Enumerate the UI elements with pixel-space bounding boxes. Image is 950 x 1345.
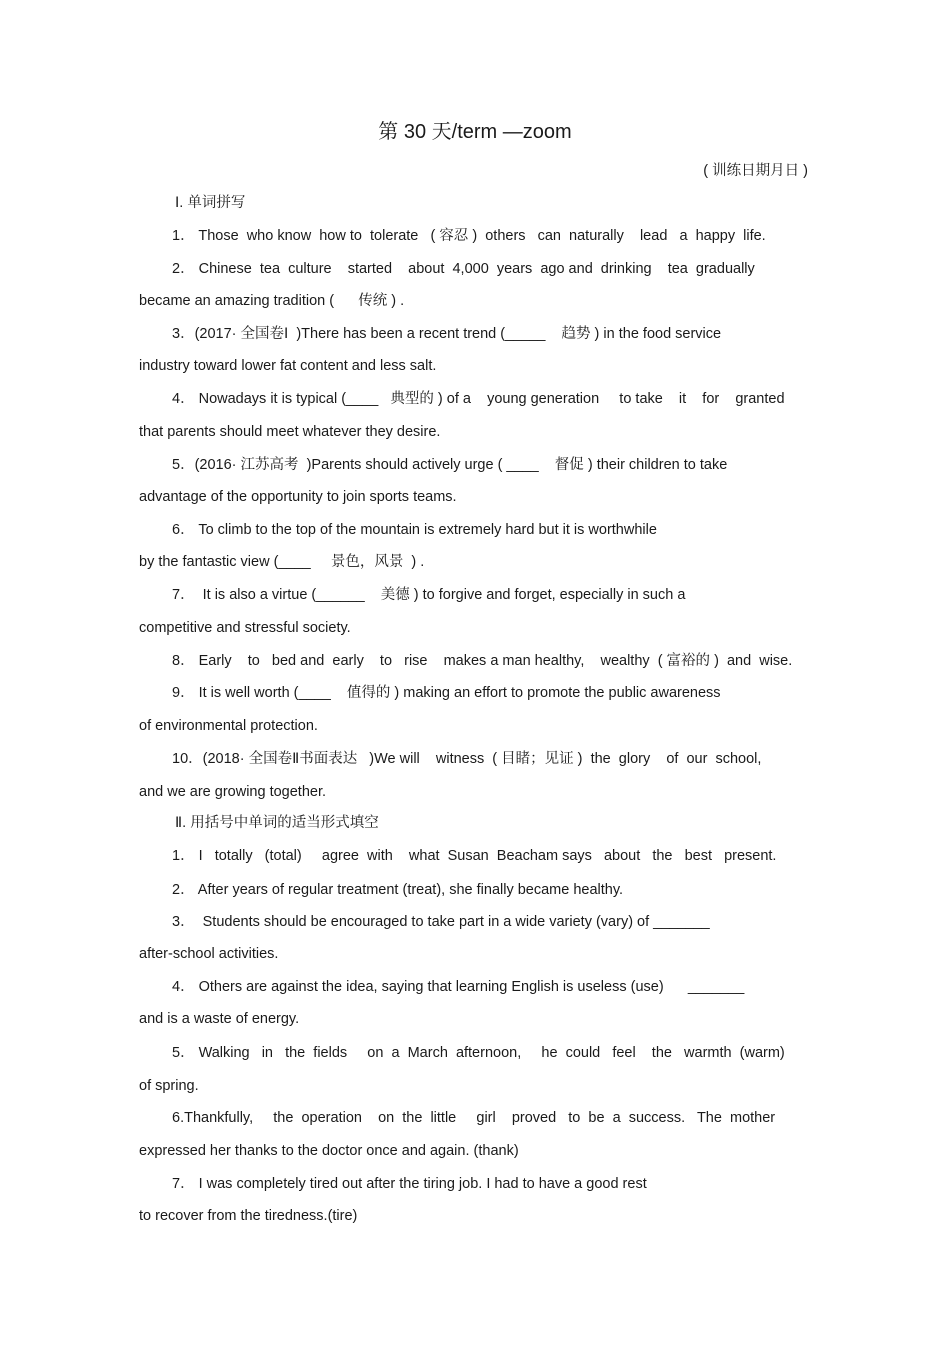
s2-item-1: 1． I totally (total) agree with what Susan Beacham says about the best present. — [172, 848, 777, 864]
page-title: 第 30 天/term —zoom — [378, 121, 572, 143]
section-1-heading: Ⅰ. 单词拼写 — [175, 195, 246, 211]
s1-item-10: 10．(2018· 全国卷Ⅱ书面表达 )We will witness ( 目睹；见证 ) the glory of our school, — [172, 751, 762, 767]
s2-item-5: 5． Walking in the fields on a March afternoon, he could feel the warmth (warm) — [172, 1045, 785, 1061]
s2-item-6: 6.Thankfully, the operation on the little girl proved to be a success. The mother — [172, 1110, 776, 1126]
s2-item-4: 4． Others are against the idea, saying that learning English is useless (use) _______ — [172, 979, 745, 995]
training-date-note: ( 训练日期月日 ) — [703, 163, 808, 179]
s1-item-2-cont: became an amazing tradition ( 传统 ) . — [139, 293, 405, 309]
s2-item-4-cont: and is a waste of energy. — [139, 1011, 300, 1027]
s1-item-5-cont: advantage of the opportunity to join sports teams. — [139, 489, 457, 505]
s1-item-3: 3．(2017· 全国卷Ⅰ )There has been a recent trend (_____ 趋势 ) in the food service — [172, 326, 722, 342]
s1-item-3-cont: industry toward lower fat content and less salt. — [139, 358, 437, 374]
s1-item-7-cont: competitive and stressful society. — [139, 620, 351, 636]
s2-item-3-cont: after-school activities. — [139, 946, 279, 962]
s2-item-7: 7． I was completely tired out after the tiring job. I had to have a good rest — [172, 1176, 647, 1192]
s1-item-9-cont: of environmental protection. — [139, 718, 318, 734]
s1-item-4-cont: that parents should meet whatever they desire. — [139, 424, 441, 440]
s2-item-5-cont: of spring. — [139, 1078, 199, 1094]
s1-item-10-cont: and we are growing together. — [139, 784, 327, 800]
s2-item-6-cont: expressed her thanks to the doctor once and again. (thank) — [139, 1143, 519, 1159]
s1-item-8: 8． Early to bed and early to rise makes a man healthy, wealthy ( 富裕的 ) and wise. — [172, 653, 793, 669]
s1-item-4: 4． Nowadays it is typical (____ 典型的 ) of a young generation to take it for granted — [172, 391, 785, 407]
s1-item-2: 2． Chinese tea culture started about 4,000 years ago and drinking tea gradually — [172, 261, 755, 277]
s1-item-1: 1． Those who know how to tolerate ( 容忍 ) others can naturally lead a happy life. — [172, 228, 766, 244]
s1-item-5: 5．(2016· 江苏高考 )Parents should actively urge ( ____ 督促 ) their children to take — [172, 457, 728, 473]
s1-item-6: 6． To climb to the top of the mountain is extremely hard but it is worthwhile — [172, 522, 657, 538]
s1-item-9: 9． It is well worth (____ 值得的 ) making an effort to promote the public awareness — [172, 685, 721, 701]
s2-item-7-cont: to recover from the tiredness.(tire) — [139, 1208, 358, 1224]
section-2-heading: Ⅱ. 用括号中单词的适当形式填空 — [175, 815, 379, 831]
s1-item-6-cont: by the fantastic view (____ 景色，风景 ) . — [139, 554, 425, 570]
s2-item-2: 2． After years of regular treatment (treat), she finally became healthy. — [172, 882, 624, 898]
s1-item-7: 7． It is also a virtue (______ 美德 ) to forgive and forget, especially in such a — [172, 587, 686, 603]
s2-item-3: 3． Students should be encouraged to take part in a wide variety (vary) of _______ — [172, 914, 710, 930]
